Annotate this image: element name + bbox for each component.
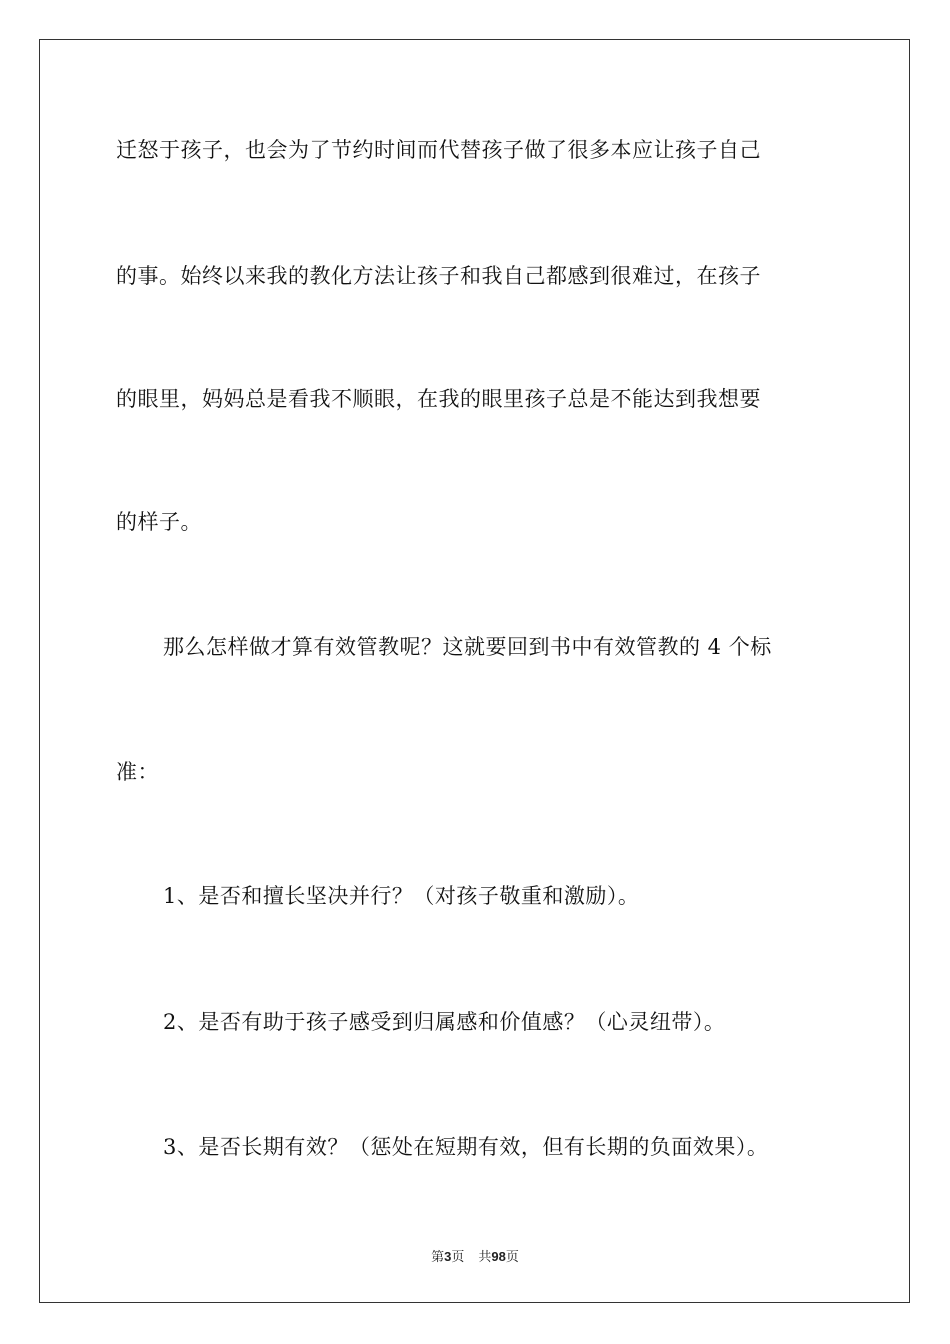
list-item-1: 1、是否和擅长坚决并行？（对孩子敬重和激励）。 xyxy=(163,884,640,908)
body-line-3: 的眼里，妈妈总是看我不顺眼，在我的眼里孩子总是不能达到我想要 xyxy=(116,387,761,411)
body-line-4: 的样子。 xyxy=(116,510,202,534)
page-footer xyxy=(0,1248,950,1267)
list-item-2: 2、是否有助于孩子感受到归属感和价值感？（心灵纽带）。 xyxy=(163,1010,726,1034)
page-prefix: 第 xyxy=(431,1250,445,1265)
total-pages: 98 xyxy=(491,1249,506,1264)
paragraph-line-2: 准： xyxy=(116,760,159,784)
total-prefix: 共 xyxy=(478,1250,492,1265)
paragraph-line-1: 那么怎样做才算有效管教呢？这就要回到书中有效管教的 4 个标 xyxy=(163,635,772,659)
body-line-1: 迁怒于孩子，也会为了节约时间而代替孩子做了很多本应让孩子自己 xyxy=(116,138,761,162)
list-item-3: 3、是否长期有效？（惩处在短期有效，但有长期的负面效果）。 xyxy=(163,1135,769,1159)
page-suffix: 页 xyxy=(451,1250,465,1265)
page-number: 3 xyxy=(444,1249,452,1264)
page-border xyxy=(39,39,910,1303)
body-line-2: 的事。始终以来我的教化方法让孩子和我自己都感到很难过，在孩子 xyxy=(116,264,761,288)
total-suffix: 页 xyxy=(505,1250,519,1265)
